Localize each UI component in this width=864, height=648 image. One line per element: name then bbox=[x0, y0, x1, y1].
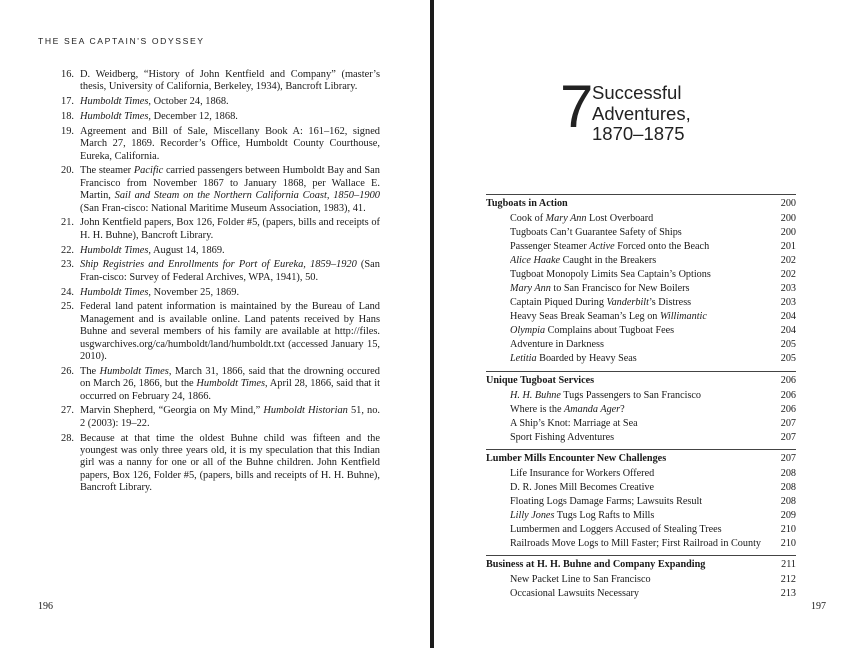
toc-entry-label: H. H. Buhne Tugs Passengers to San Francisco bbox=[510, 390, 702, 401]
toc-section bbox=[486, 449, 796, 551]
toc-entry-label: Heavy Seas Break Seaman’s Leg on Willimantic bbox=[510, 311, 707, 322]
toc-entry bbox=[486, 226, 796, 240]
toc-entry bbox=[486, 389, 796, 403]
toc-entry-label: Lilly Jones Tugs Log Rafts to Mills bbox=[510, 510, 655, 521]
endnote bbox=[58, 69, 380, 94]
toc-entry bbox=[486, 268, 796, 282]
toc-entry bbox=[486, 481, 796, 495]
toc-section-heading bbox=[486, 449, 796, 467]
toc-page-number: 207 bbox=[780, 418, 796, 429]
toc-page-number: 209 bbox=[780, 510, 796, 521]
toc-entry-label: Adventure in Darkness bbox=[510, 339, 604, 350]
endnote-text: The Humboldt Times, March 31, 1866, said that the drowning occured on March 26, 1866, but the Humboldt Times, April 28, 1866, said that it occurred on February 24, 1866. bbox=[80, 365, 380, 402]
chapter-title-line: 1870–1875 bbox=[592, 123, 685, 144]
toc-entry-label: Tugboats Can’t Guarantee Safety of Ships bbox=[510, 227, 682, 238]
toc-entry-label: Cook of Mary Ann Lost Overboard bbox=[510, 213, 654, 224]
toc-page-number: 207 bbox=[780, 432, 796, 443]
toc-entry bbox=[486, 310, 796, 324]
toc-entry bbox=[486, 587, 796, 601]
toc-page-number: 213 bbox=[780, 588, 796, 599]
toc-page-number: 206 bbox=[780, 390, 796, 401]
toc-page-number: 201 bbox=[780, 241, 796, 252]
endnote bbox=[58, 217, 380, 242]
toc-page-number: 208 bbox=[780, 482, 796, 493]
endnote-text: Agreement and Bill of Sale, Miscellany Book A: 161–162, signed March 27, 1869. Recorder’s Office, Humboldt County Courthouse, Eureka, California. bbox=[80, 125, 380, 162]
chapter-number: 7 bbox=[560, 73, 594, 140]
toc-heading-label: Lumber Mills Encounter New Challenges bbox=[486, 453, 667, 464]
endnote bbox=[58, 259, 380, 284]
endnote bbox=[58, 433, 380, 495]
toc-page-number: 210 bbox=[780, 524, 796, 535]
endnote bbox=[58, 96, 380, 108]
toc-page-number: 202 bbox=[780, 255, 796, 266]
endnote-number: 20 . bbox=[58, 165, 74, 177]
endnote-text: The steamer Pacific carried passengers between Humboldt Bay and San Francisco from November 1867 to January 1868, per Wallace E. Martin, Sail and Steam on the Northern California Coast, 1850–1900 (San Fran-cisco: National Maritime Museum Association, 1983), 41. bbox=[80, 165, 380, 214]
endnote-number: 19 . bbox=[58, 126, 74, 138]
toc-page-number: 210 bbox=[780, 538, 796, 549]
toc-heading-label: Unique Tugboat Services bbox=[486, 375, 595, 386]
toc-page-number: 204 bbox=[780, 311, 796, 322]
toc-entry bbox=[486, 352, 796, 366]
endnote-text: Ship Registries and Enrollments for Port of Eureka, 1859–1920 (San Fran-cisco: Survey of Federal Archives, WPA, 1941), 50. bbox=[80, 259, 380, 283]
toc-page-number: 211 bbox=[781, 559, 796, 570]
toc-heading-label: Tugboats in Action bbox=[486, 198, 568, 209]
endnote-text: Because at that time the oldest Buhne child was fifteen and the youngest was only three years old, it is my speculation that this Indian girl was a nanny for one or all of the Buhne children. John Kentfield papers, Box 126, Folder #5, (papers, bills and receipts of H. H. Buhne), Bancroft Library. bbox=[80, 432, 380, 494]
endnotes-list bbox=[58, 69, 380, 497]
running-head: THE SEA CAPTAIN'S ODYSSEY bbox=[38, 36, 205, 46]
toc-entry bbox=[486, 403, 796, 417]
left-page bbox=[0, 0, 430, 648]
toc-section-heading bbox=[486, 555, 796, 573]
endnote bbox=[58, 287, 380, 299]
chapter-contents bbox=[486, 194, 796, 605]
toc-entry-label: Tugboat Monopoly Limits Sea Captain’s Options bbox=[510, 269, 711, 280]
toc-page-number: 206 bbox=[780, 404, 796, 415]
endnote-number: 16 . bbox=[58, 69, 74, 81]
toc-page-number: 200 bbox=[780, 213, 796, 224]
endnote-text: D. Weidberg, “History of John Kentfield and Company” (master’s thesis, University of California, Berkeley, 1934), Bancroft Library. bbox=[80, 69, 380, 93]
toc-section-heading bbox=[486, 371, 796, 389]
toc-entry bbox=[486, 338, 796, 352]
toc-entry bbox=[486, 495, 796, 509]
endnote-text: John Kentfield papers, Box 126, Folder #5, (papers, bills and receipts of H. H. Buhne), Bancroft Library. bbox=[80, 217, 380, 241]
endnote-number: 24 . bbox=[58, 287, 74, 299]
endnote bbox=[58, 111, 380, 123]
toc-entry-label: Occasional Lawsuits Necessary bbox=[510, 588, 639, 599]
endnote-text: Humboldt Times, October 24, 1868. bbox=[80, 96, 229, 108]
chapter-title-line: Adventures, bbox=[592, 102, 691, 124]
endnote-number: 28 . bbox=[58, 433, 74, 445]
toc-section-heading bbox=[486, 194, 796, 212]
toc-page-number: 203 bbox=[780, 297, 796, 308]
toc-entry-label: Floating Logs Damage Farms; Lawsuits Result bbox=[510, 496, 703, 507]
toc-page-number: 200 bbox=[780, 198, 796, 209]
endnote-number: 27 . bbox=[58, 405, 74, 417]
endnote bbox=[58, 301, 380, 363]
toc-entry bbox=[486, 212, 796, 226]
toc-page-number: 203 bbox=[780, 283, 796, 294]
toc-page-number: 206 bbox=[780, 375, 796, 386]
toc-entry-label: Sport Fishing Adventures bbox=[510, 432, 615, 443]
endnote-text: Federal land patent information is maintained by the Bureau of Land Management and is available online. Land patents received by Hans Buhne and several members of his family are available at http://files. usgwarchives.org/ca/humboldt/land/humboldt.txt (accessed January 15, 2010). bbox=[80, 301, 380, 363]
toc-page-number: 207 bbox=[780, 453, 796, 464]
toc-section bbox=[486, 371, 796, 445]
toc-entry-label: Alice Haake Caught in the Breakers bbox=[510, 255, 657, 266]
toc-entry-label: New Packet Line to San Francisco bbox=[510, 574, 651, 585]
toc-entry bbox=[486, 282, 796, 296]
chapter-title bbox=[592, 83, 752, 145]
toc-heading-label: Business at H. H. Buhne and Company Expanding bbox=[486, 559, 706, 570]
toc-entry-label: D. R. Jones Mill Becomes Creative bbox=[510, 482, 655, 493]
toc-page-number: 200 bbox=[780, 227, 796, 238]
toc-entry bbox=[486, 523, 796, 537]
endnote-number: 25 . bbox=[58, 301, 74, 313]
page-number-right: 197 bbox=[811, 601, 826, 612]
toc-entry bbox=[486, 254, 796, 268]
endnote-text: Marvin Shepherd, “Georgia on My Mind,” Humboldt Historian 51, no. 2 (2003): 19–22. bbox=[80, 405, 380, 429]
right-page bbox=[434, 0, 864, 648]
toc-page-number: 205 bbox=[780, 353, 796, 364]
endnote-number: 22 . bbox=[58, 245, 74, 257]
endnote-number: 21 . bbox=[58, 217, 74, 229]
toc-entry-label: Life Insurance for Workers Offered bbox=[510, 468, 655, 479]
endnote-number: 23 . bbox=[58, 259, 74, 271]
toc-page-number: 205 bbox=[780, 339, 796, 350]
endnote bbox=[58, 126, 380, 163]
toc-entry-label: Railroads Move Logs to Mill Faster; First Railroad in County bbox=[510, 538, 761, 549]
toc-entry bbox=[486, 509, 796, 523]
toc-entry-label: Where is the Amanda Ager? bbox=[510, 404, 625, 415]
toc-entry bbox=[486, 240, 796, 254]
endnote-text: Humboldt Times, August 14, 1869. bbox=[80, 244, 225, 256]
endnote bbox=[58, 165, 380, 215]
toc-page-number: 202 bbox=[780, 269, 796, 280]
endnote-number: 17 . bbox=[58, 96, 74, 108]
toc-entry-label: Mary Ann to San Francisco for New Boilers bbox=[510, 283, 690, 294]
toc-entry-label: Captain Piqued During Vanderbilt’s Distress bbox=[510, 297, 692, 308]
endnote-number: 26 . bbox=[58, 366, 74, 378]
toc-entry bbox=[486, 324, 796, 338]
toc-entry bbox=[486, 537, 796, 551]
toc-entry bbox=[486, 431, 796, 445]
toc-entry-label: Passenger Steamer Active Forced onto the Beach bbox=[510, 241, 710, 252]
toc-entry bbox=[486, 467, 796, 481]
endnote-text: Humboldt Times, December 12, 1868. bbox=[80, 111, 238, 122]
endnote bbox=[58, 405, 380, 430]
toc-entry-label: Lumbermen and Loggers Accused of Stealing Trees bbox=[510, 524, 722, 535]
toc-entry-label: A Ship’s Knot: Marriage at Sea bbox=[510, 418, 638, 429]
chapter-title-line: Successful bbox=[592, 82, 682, 103]
toc-section bbox=[486, 555, 796, 601]
toc-section bbox=[486, 194, 796, 366]
toc-page-number: 208 bbox=[780, 468, 796, 479]
endnote bbox=[58, 366, 380, 403]
endnote bbox=[58, 245, 380, 257]
toc-entry bbox=[486, 573, 796, 587]
toc-page-number: 208 bbox=[780, 496, 796, 507]
endnote-number: 18 . bbox=[58, 111, 74, 123]
toc-entry-label: Letitia Boarded by Heavy Seas bbox=[510, 353, 637, 364]
toc-entry bbox=[486, 417, 796, 431]
toc-entry-label: Olympia Complains about Tugboat Fees bbox=[510, 325, 675, 336]
toc-entry bbox=[486, 296, 796, 310]
toc-page-number: 204 bbox=[780, 325, 796, 336]
toc-page-number: 212 bbox=[780, 574, 796, 585]
page-number-left: 196 bbox=[38, 601, 53, 612]
endnote-text: Humboldt Times, November 25, 1869. bbox=[80, 286, 240, 298]
